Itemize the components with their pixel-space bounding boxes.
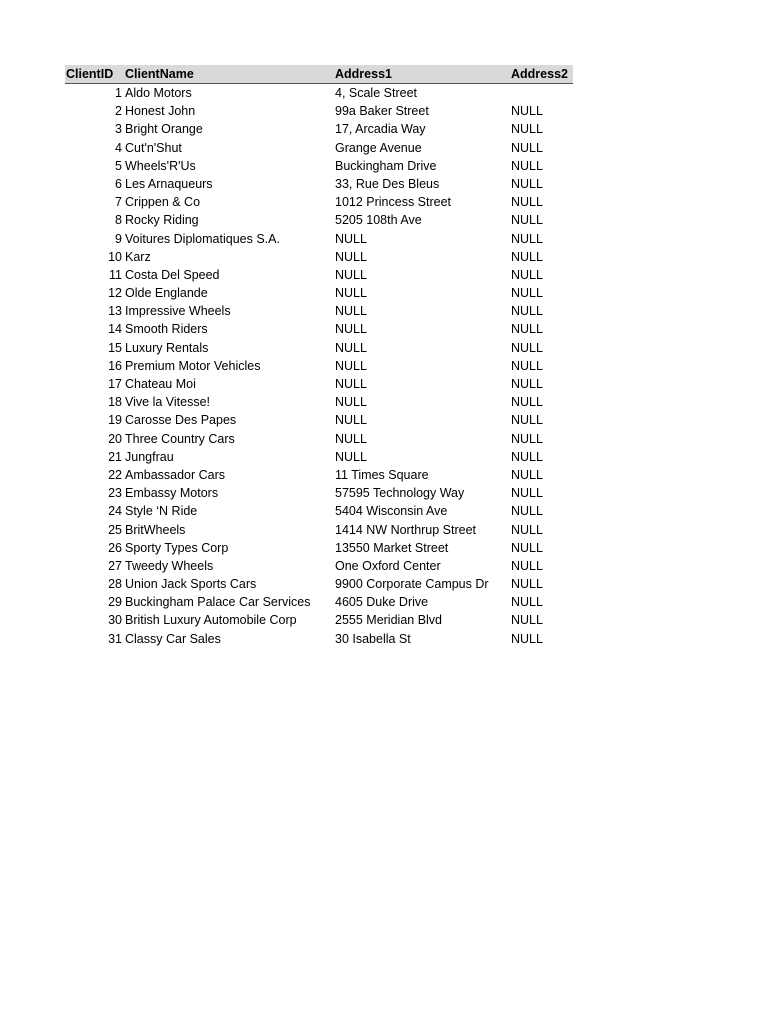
table-row bbox=[65, 157, 573, 175]
address1-cell: One Oxford Center bbox=[335, 558, 441, 573]
address2-cell: NULL bbox=[511, 322, 543, 337]
address2-cell: NULL bbox=[511, 340, 543, 355]
address1-cell: 4605 Duke Drive bbox=[335, 595, 429, 610]
address1-cell: NULL bbox=[335, 358, 367, 373]
address2-cell: NULL bbox=[511, 158, 543, 173]
address1-cell: NULL bbox=[335, 304, 367, 319]
client-name-cell: Sporty Types Corp bbox=[125, 540, 229, 555]
client-name-cell: Karz bbox=[125, 249, 151, 264]
client-id-cell: 18 bbox=[108, 395, 122, 410]
address1-cell: 4, Scale Street bbox=[335, 86, 417, 100]
address2-cell: NULL bbox=[511, 231, 543, 246]
client-name-cell: British Luxury Automobile Corp bbox=[125, 613, 297, 628]
table-row bbox=[65, 284, 573, 302]
header-client-name: ClientName bbox=[125, 67, 194, 81]
address2-cell: NULL bbox=[511, 286, 543, 301]
client-name-cell: Wheels'R'Us bbox=[125, 158, 196, 173]
client-id-cell: 8 bbox=[115, 213, 122, 228]
table-row bbox=[65, 430, 573, 448]
client-name-cell: Cut'n'Shut bbox=[125, 140, 182, 155]
address2-cell: NULL bbox=[511, 431, 543, 446]
table-row bbox=[65, 521, 573, 539]
address1-cell: 5205 108th Ave bbox=[335, 213, 422, 228]
header-client-id: ClientID bbox=[66, 67, 114, 81]
address1-cell: 1414 NW Northrup Street bbox=[335, 522, 477, 537]
client-id-cell: 27 bbox=[108, 558, 122, 573]
address2-cell: NULL bbox=[511, 267, 543, 282]
address2-cell: NULL bbox=[511, 613, 543, 628]
address2-cell: NULL bbox=[511, 395, 543, 410]
client-id-cell: 14 bbox=[108, 322, 122, 337]
address1-cell: 33, Rue Des Bleus bbox=[335, 176, 440, 191]
table-row bbox=[65, 375, 573, 393]
address2-cell: NULL bbox=[511, 577, 543, 592]
client-name-cell: BritWheels bbox=[125, 522, 186, 537]
table-row bbox=[65, 448, 573, 466]
address1-cell: NULL bbox=[335, 395, 367, 410]
client-name-cell: Buckingham Palace Car Services bbox=[125, 595, 311, 610]
address1-cell: 9900 Corporate Campus Dr bbox=[335, 577, 489, 592]
address2-cell: NULL bbox=[511, 213, 543, 228]
table-row bbox=[65, 102, 573, 120]
table-row bbox=[65, 139, 573, 157]
client-id-cell: 24 bbox=[108, 504, 122, 519]
address2-cell: NULL bbox=[511, 467, 543, 482]
address1-cell: 13550 Market Street bbox=[335, 540, 449, 555]
client-id-cell: 31 bbox=[108, 631, 122, 646]
client-name-cell: Costa Del Speed bbox=[125, 267, 220, 282]
client-name-cell: Olde Englande bbox=[125, 286, 208, 301]
client-name-cell: Carosse Des Papes bbox=[125, 413, 237, 428]
client-id-cell: 4 bbox=[115, 140, 122, 155]
table-row bbox=[65, 339, 573, 357]
table-row bbox=[65, 411, 573, 429]
table-row bbox=[65, 266, 573, 284]
client-id-cell: 19 bbox=[108, 413, 122, 428]
client-name-cell: Rocky Riding bbox=[125, 213, 199, 228]
header-address1: Address1 bbox=[335, 67, 392, 81]
client-name-cell: Classy Car Sales bbox=[125, 631, 221, 646]
client-name-cell: Ambassador Cars bbox=[125, 467, 226, 482]
address2-cell: NULL bbox=[511, 122, 543, 137]
table-header-row bbox=[65, 65, 573, 84]
address1-cell: NULL bbox=[335, 231, 367, 246]
table-row bbox=[65, 393, 573, 411]
client-id-cell: 12 bbox=[108, 286, 122, 301]
address2-cell: NULL bbox=[511, 522, 543, 537]
address1-cell: 30 Isabella St bbox=[335, 631, 411, 646]
table-row bbox=[65, 630, 573, 648]
address1-cell: NULL bbox=[335, 449, 367, 464]
client-id-cell: 16 bbox=[108, 358, 122, 373]
client-id-cell: 25 bbox=[108, 522, 122, 537]
client-id-cell: 30 bbox=[108, 613, 122, 628]
client-id-cell: 21 bbox=[108, 449, 122, 464]
client-name-cell: Premium Motor Vehicles bbox=[125, 358, 261, 373]
client-name-cell: Crippen & Co bbox=[125, 195, 201, 210]
client-table bbox=[65, 65, 573, 648]
address1-cell: 11 Times Square bbox=[335, 467, 429, 482]
address2-cell: NULL bbox=[511, 540, 543, 555]
address2-cell: NULL bbox=[511, 449, 543, 464]
client-id-cell: 11 bbox=[109, 267, 122, 282]
client-id-cell: 26 bbox=[108, 540, 122, 555]
table-row bbox=[65, 248, 573, 266]
address1-cell: NULL bbox=[335, 340, 367, 355]
address2-cell: NULL bbox=[511, 558, 543, 573]
address2-cell: NULL bbox=[511, 358, 543, 373]
client-id-cell: 20 bbox=[108, 431, 122, 446]
client-id-cell: 5 bbox=[115, 158, 122, 173]
client-id-cell: 29 bbox=[108, 595, 122, 610]
table-row bbox=[65, 193, 573, 211]
table-row bbox=[65, 611, 573, 629]
address1-cell: NULL bbox=[335, 431, 367, 446]
address1-cell: 2555 Meridian Blvd bbox=[335, 613, 443, 628]
address1-cell: Grange Avenue bbox=[335, 140, 422, 155]
client-id-cell: 9 bbox=[115, 231, 122, 246]
client-name-cell: Bright Orange bbox=[125, 122, 203, 137]
address2-cell: NULL bbox=[511, 413, 543, 428]
address2-cell: NULL bbox=[511, 486, 543, 501]
client-id-cell: 13 bbox=[108, 304, 122, 319]
table-row bbox=[65, 484, 573, 502]
table-row bbox=[65, 502, 573, 520]
client-name-cell: Les Arnaqueurs bbox=[125, 176, 213, 191]
table-body bbox=[65, 84, 573, 648]
table-row bbox=[65, 593, 573, 611]
table-row bbox=[65, 302, 573, 320]
table-row bbox=[65, 320, 573, 338]
client-id-cell: 22 bbox=[108, 467, 122, 482]
table-row bbox=[65, 211, 573, 229]
address1-cell: 5404 Wisconsin Ave bbox=[335, 504, 448, 519]
table-row bbox=[65, 575, 573, 593]
address1-cell: 99a Baker Street bbox=[335, 104, 429, 119]
client-name-cell: Style ‘N Ride bbox=[125, 504, 198, 519]
address2-cell: NULL bbox=[511, 304, 543, 319]
address2-cell: NULL bbox=[511, 176, 543, 191]
client-id-cell: 6 bbox=[115, 176, 122, 191]
client-name-cell: Voitures Diplomatiques S.A. bbox=[125, 231, 280, 246]
client-id-cell: 3 bbox=[115, 122, 122, 137]
client-name-cell: Three Country Cars bbox=[125, 431, 235, 446]
address2-cell: NULL bbox=[511, 595, 543, 610]
table-row bbox=[65, 84, 573, 102]
table-row bbox=[65, 466, 573, 484]
client-name-cell: Impressive Wheels bbox=[125, 304, 231, 319]
client-name-cell: Tweedy Wheels bbox=[125, 558, 214, 573]
client-name-cell: Honest John bbox=[125, 104, 196, 119]
address1-cell: NULL bbox=[335, 286, 367, 301]
client-name-cell: Vive la Vitesse! bbox=[125, 395, 211, 410]
address2-cell: NULL bbox=[511, 249, 543, 264]
client-id-cell: 23 bbox=[108, 486, 122, 501]
table-row bbox=[65, 230, 573, 248]
address1-cell: NULL bbox=[335, 249, 367, 264]
client-name-cell: Embassy Motors bbox=[125, 486, 219, 501]
address1-cell: 57595 Technology Way bbox=[335, 486, 465, 501]
address2-cell: NULL bbox=[511, 504, 543, 519]
address2-cell: NULL bbox=[511, 104, 543, 119]
address1-cell: NULL bbox=[335, 413, 367, 428]
client-name-cell: Jungfrau bbox=[125, 449, 174, 464]
client-id-cell: 2 bbox=[115, 104, 122, 119]
address2-cell: NULL bbox=[511, 140, 543, 155]
client-id-cell: 1 bbox=[115, 86, 122, 100]
client-name-cell: Aldo Motors bbox=[125, 86, 192, 100]
client-name-cell: Smooth Riders bbox=[125, 322, 208, 337]
address2-cell: NULL bbox=[511, 631, 543, 646]
client-id-cell: 28 bbox=[108, 577, 122, 592]
client-id-cell: 15 bbox=[108, 340, 122, 355]
header-address2: Address2 bbox=[511, 67, 568, 81]
client-id-cell: 17 bbox=[108, 377, 122, 391]
address1-cell: 17, Arcadia Way bbox=[335, 122, 426, 137]
table-row bbox=[65, 357, 573, 375]
address2-cell: NULL bbox=[511, 195, 543, 210]
client-name-cell: Luxury Rentals bbox=[125, 340, 209, 355]
table-row bbox=[65, 175, 573, 193]
table-row bbox=[65, 557, 573, 575]
address1-cell: Buckingham Drive bbox=[335, 158, 437, 173]
client-name-cell: Chateau Moi bbox=[125, 377, 196, 391]
client-id-cell: 10 bbox=[108, 249, 122, 264]
address1-cell: NULL bbox=[335, 377, 367, 391]
address2-cell: NULL bbox=[511, 377, 543, 391]
address1-cell: NULL bbox=[335, 322, 367, 337]
address1-cell: NULL bbox=[335, 267, 367, 282]
table-row bbox=[65, 120, 573, 138]
table-row bbox=[65, 539, 573, 557]
client-id-cell: 7 bbox=[115, 195, 122, 210]
client-name-cell: Union Jack Sports Cars bbox=[125, 577, 257, 592]
address1-cell: 1012 Princess Street bbox=[335, 195, 452, 210]
